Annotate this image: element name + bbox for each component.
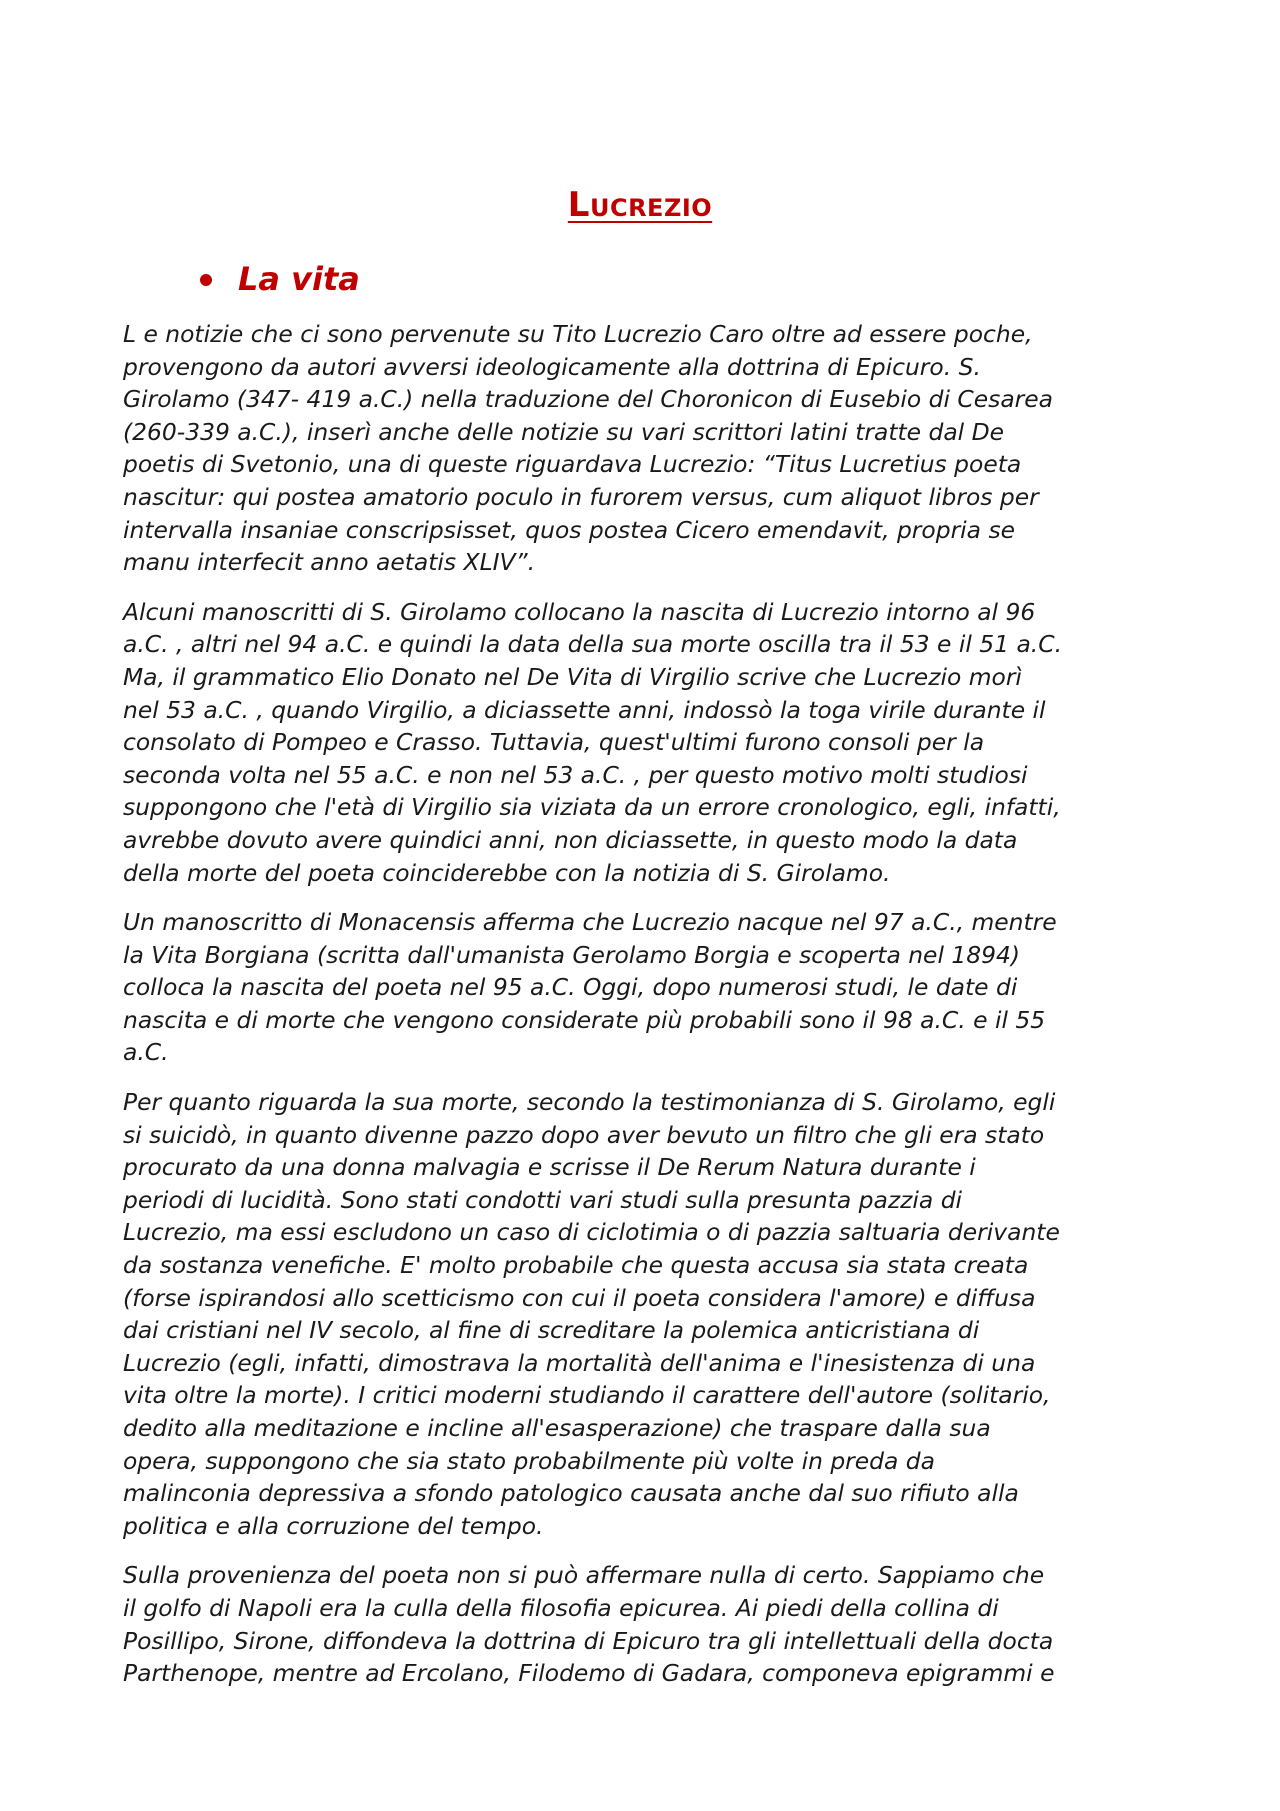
paragraph-1: L e notizie che ci sono pervenute su Tito Lucrezio Caro oltre ad essere poche, provengono da autori avversi ideologicamente alla dottrina di Epicuro. S. Girolamo (347- 419 a.C.) nella traduzione del Choronicon di Eusebio di Cesarea (260-339 a.C.), inserì anche delle notizie su vari scrittori latini tratte dal De poetis di Svetonio, una di queste riguardava Lucrezio: “Titus Lucretius poeta nascitur: qui postea amatorio poculo in furorem versus, cum aliquot libros per intervalla insaniae conscripsisset, quos postea Cicero emendavit, propria se manu interfecit anno aetatis XLIV”.	[123, 320, 1053, 577]
section-heading-text: La vita	[238, 260, 360, 298]
page-title	[0, 185, 1280, 225]
paragraph-3: Un manoscritto di Monacensis afferma che Lucrezio nacque nel 97 a.C., mentre la Vita Borgiana (scritta dall'umanista Gerolamo Borgia e scoperta nel 1894) colloca la nascita del poeta nel 95 a.C. Oggi, dopo numerosi studi, le date di nascita e di morte che vengono considerate più probabili sono il 98 a.C. e il 55 a.C.	[123, 908, 1057, 1067]
document-body	[123, 318, 1173, 1707]
paragraph-5: Sulla provenienza del poeta non si può affermare nulla di certo. Sappiamo che il golfo di Napoli era la culla della filosofia epicurea. Ai piedi della collina di Posillipo, Sirone, diffondeva la dottrina di Epicuro tra gli intellettuali della docta Parthenope, mentre ad Ercolano, Filodemo di Gadara, componeva epigrammi e	[123, 1561, 1055, 1688]
paragraph-2: Alcuni manoscritti di S. Girolamo collocano la nascita di Lucrezio intorno al 96 a.C. , altri nel 94 a.C. e quindi la data della sua morte oscilla tra il 53 e il 51 a.C. Ma, il grammatico Elio Donato nel De Vita di Virgilio scrive che Lucrezio morì nel 53 a.C. , quando Virgilio, a diciassette anni, indossò la toga virile durante il consolato di Pompeo e Crasso. Tuttavia, quest'ultimi furono consoli per la seconda volta nel 55 a.C. e non nel 53 a.C. , per questo motivo molti studiosi suppongono che l'età di Virgilio sia viziata da un errore cronologico, egli, infatti, avrebbe dovuto avere quindici anni, non diciassette, in questo modo la data della morte del poeta coinciderebbe con la notizia di S. Girolamo.	[123, 597, 1063, 887]
paragraph-4: Per quanto riguarda la sua morte, secondo la testimonianza di S. Girolamo, egli si suicidò, in quanto divenne pazzo dopo aver bevuto un filtro che gli era stato procurato da una donna malvagia e scrisse il De Rerum Natura durante i periodi di lucidità. Sono stati condotti vari studi sulla presunta pazzia di Lucrezio, ma essi escludono un caso di ciclotimia o di pazzia saltuaria derivante da sostanza venefiche. E' molto probabile che questa accusa sia stata creata (forse ispirandosi allo scetticismo con cui il poeta considera l'amore) e diffusa dai cristiani nel IV secolo, al fine di screditare la polemica anticristiana di Lucrezio (egli, infatti, dimostrava la mortalità dell'anima e l'inesistenza di una vita oltre la morte). I critici moderni studiando il carattere dell'autore (solitario, dedito alla meditazione e incline all'esasperazione) che traspare dalla sua opera, suppongono che sia stato probabilmente più volte in preda da malinconia depressiva a sfondo patologico causata anche dal suo rifiuto alla politica e alla corruzione del tempo.	[123, 1088, 1060, 1540]
section-heading	[200, 260, 360, 298]
bullet-icon	[200, 274, 212, 286]
page-title-text: Lucrezio	[567, 185, 713, 225]
